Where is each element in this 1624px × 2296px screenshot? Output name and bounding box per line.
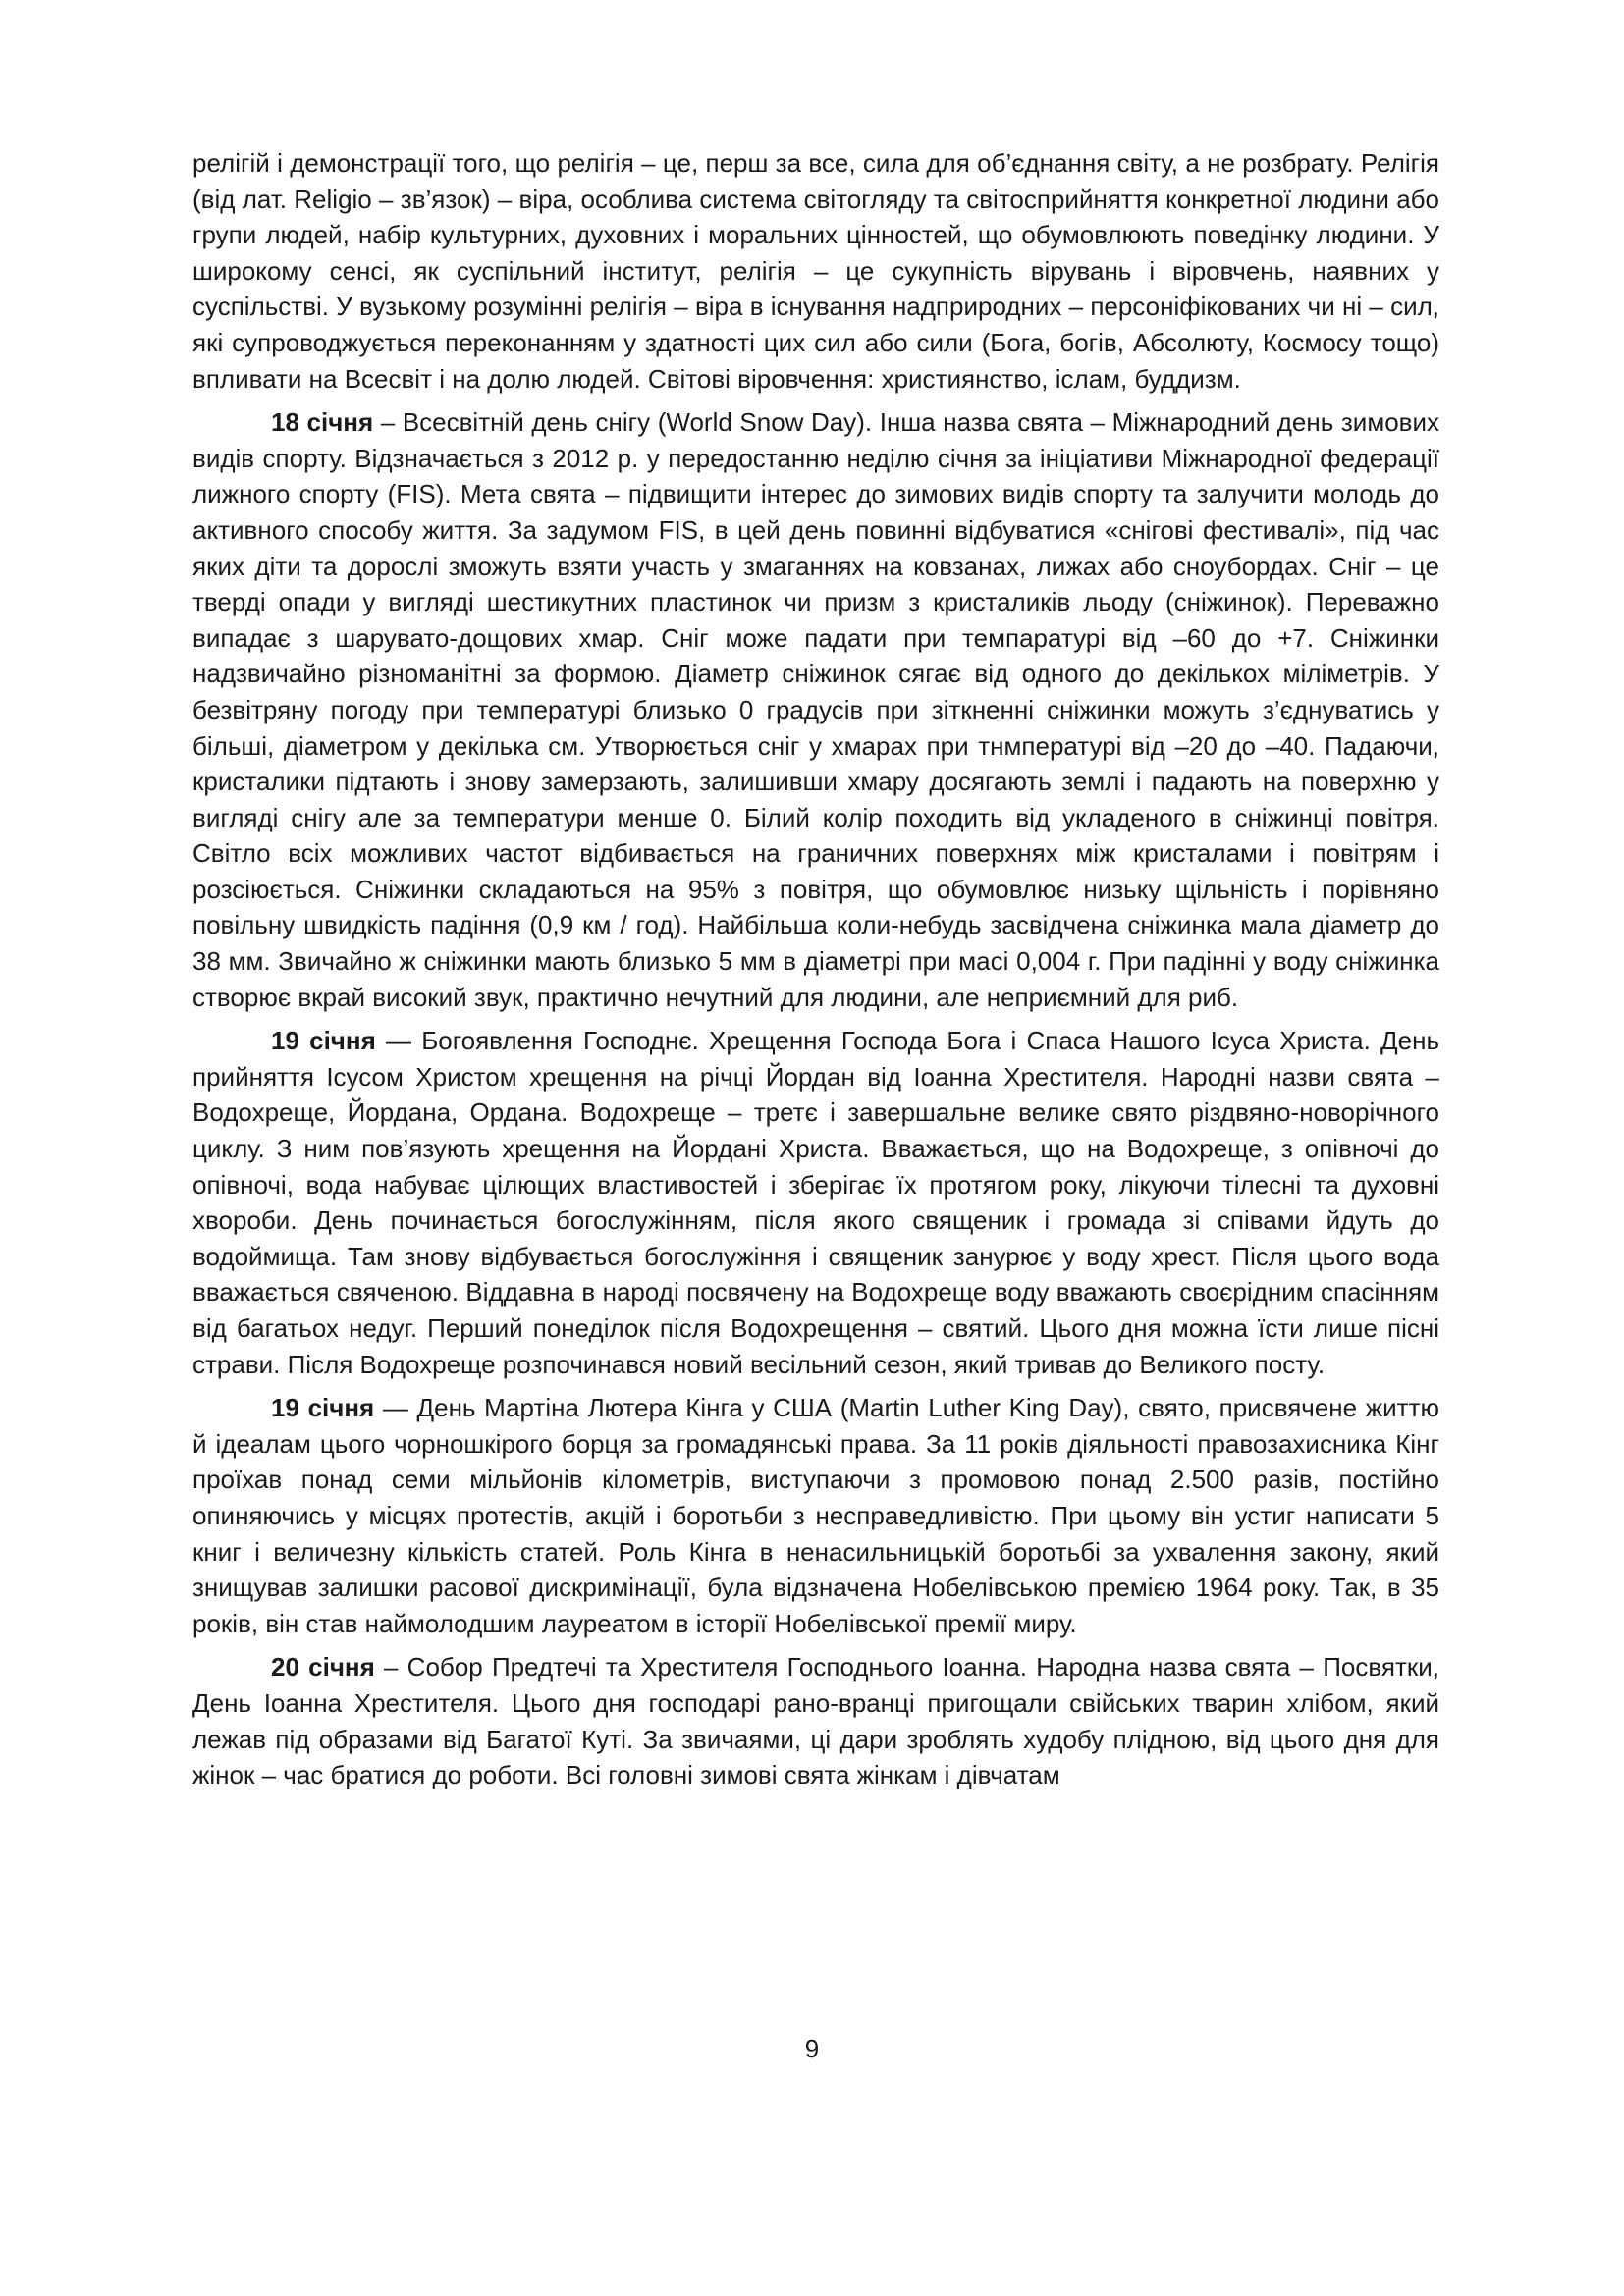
paragraph-date: 19 січня <box>271 1026 376 1056</box>
paragraph-religion <box>192 145 1439 397</box>
paragraph-text: – Всесвітній день снігу (World Snow Day). Інша назва свята – Міжнародний день зимових видів спорту. Відзначається з 2012 р. у передостанню неділю січня за ініціативи Міжнародної федерації лижного спорту (FIS). Мета свята – підвищити інтерес до зимових видів спорту та залучити молодь до активного способу життя. За задумом FIS, в цей день повинні відбуватися «снігові фестивалі», під час яких діти та дорослі зможуть взяти участь у змаганнях на ковзанах, лижах або сноубордах. Сніг – це тверді опади у вигляді шестикутних пластинок чи призм з кристаликів льоду (сніжинок). Переважно випадає з шарувато-дощових хмар. Сніг може падати при темпаратурі від –60 до +7. Сніжинки надзвичайно різноманітні за формою. Діаметр сніжинок сягає від одного до декількох міліметрів. У безвітряну погоду при температурі близько 0 градусів при зіткненні сніжинки можуть з’єднуватись у більші, діаметром у декілька см. Утворюється сніг у хмарах при тнмпературі від –20 до –40. Падаючи, кристалики підтають і знову замерзають, залишивши хмару досягають землі і падають на поверхню у вигляді снігу але за температури менше 0. Білий колір походить від укладеного в сніжинці повітря. Світло всіх можливих частот відбивається на граничних поверхнях між кристалами і повітрям і розсіюється. Сніжинки складаються на 95% з повітря, що обумовлює низьку щільність і порівняно повільну швидкість падіння (0,9 км / год). Найбільша коли-небудь засвідчена сніжинка мала діаметр до 38 мм. Звичайно ж сніжинки мають близько 5 мм в діаметрі при масі 0,004 г. При падінні у воду сніжинка створює вкрай високий звук, практично нечутний для людини, але неприємний для риб. <box>192 407 1440 1012</box>
paragraph-date: 18 січня <box>271 407 374 438</box>
paragraph-date: 20 січня <box>271 1652 375 1682</box>
paragraph-jan-19-mlk <box>192 1390 1439 1641</box>
paragraph-text: — Богоявлення Господнє. Хрещення Господа Бога і Спаса Нашого Ісуса Христа. День прийняття Ісусом Христом хрещення на річці Йордан від Іоанна Хрестителя. Народні назви свята – Водохреще, Йордана, Ордана. Водохреще – третє і завершальне велике свято різдвяно-новорічного циклу. З ним пов’язують хрещення на Йордані Христа. Вважається, що на Водохреще, з опівночі до опівночі, вода набуває цілющих властивостей і зберігає їх протягом року, лікуючи тілесні та духовні хвороби. День починається богослужінням, після якого священик і громада зі співами йдуть до водоймища. Там знову відбувається богослужіння і священик занурює у воду хрест. Після цього вода вважається свяченою. Віддавна в народі посвячену на Водохреще воду вважають своєрідним спасінням від багатьох недуг. Перший понеділок після Водохрещення – святий. Цього дня можна їсти лише пісні страви. Після Водохреще розпочинався новий весільний сезон, який тривав до Великого посту. <box>192 1026 1440 1379</box>
paragraph-text: — День Мартіна Лютера Кінга у США (Martin Luther King Day), свято, присвячене життю й ідеалам цього чорношкірого борця за громадянські права. За 11 років діяльності правозахисника Кінг проїхав понад семи мільйонів кілометрів, виступаючи з промовою понад 2.500 разів, постійно опиняючись у місцях протестів, акцій і боротьби з несправедливістю. При цьому він устиг написати 5 книг і величезну кількість статей. Роль Кінга в ненасильницькій боротьбі за ухвалення закону, який знищував залишки расової дискримінації, була відзначена Нобелівською премією 1964 року. Так, в 35 років, він став наймолодшим лауреатом в історії Нобелівської премії миру. <box>192 1393 1439 1638</box>
paragraph-text: – Собор Предтечі та Хрестителя Господнього Іоанна. Народна назва свята – Посвятки, День Іоанна Хрестителя. Цього дня господарі рано-вранці пригощали свійських тварин хлібом, який лежав під образами від Багатої Куті. За звичаями, ці дари зроблять худобу плідною, від цього дня для жінок – час братися до роботи. Всі головні зимові свята жінкам і дівчатам <box>192 1652 1439 1790</box>
document-body <box>192 145 1439 1801</box>
paragraph-text: релігій і демонстрації того, що релігія – це, перш за все, сила для об’єднання світу, а не розбрату. Релігія (від лат. Religio – зв’язок) – віра, особлива система світогляду та світосприйняття конкретної людини або групи людей, набір культурних, духовних і моральних цінностей, що обумовлюють поведінку людини. У широкому сенсі, як суспільний інститут, релігія – це сукупність вірувань і віровчень, наявних у суспільстві. У вузькому розумінні релігія – віра в існування надприродних – персоніфікованих чи ні – сил, які супроводжується переконанням у здатності цих сил або сили (Бога, богів, Абсолюту, Космосу тощо) впливати на Всесвіт і на долю людей. Світові віровчення: християнство, іслам, буддизм. <box>192 148 1439 394</box>
paragraph-jan-19-epiphany <box>192 1023 1439 1382</box>
paragraph-date: 19 січня <box>271 1393 375 1423</box>
paragraph-jan-18 <box>192 404 1439 1015</box>
page-number: 9 <box>804 2034 820 2063</box>
paragraph-jan-20 <box>192 1649 1439 1792</box>
